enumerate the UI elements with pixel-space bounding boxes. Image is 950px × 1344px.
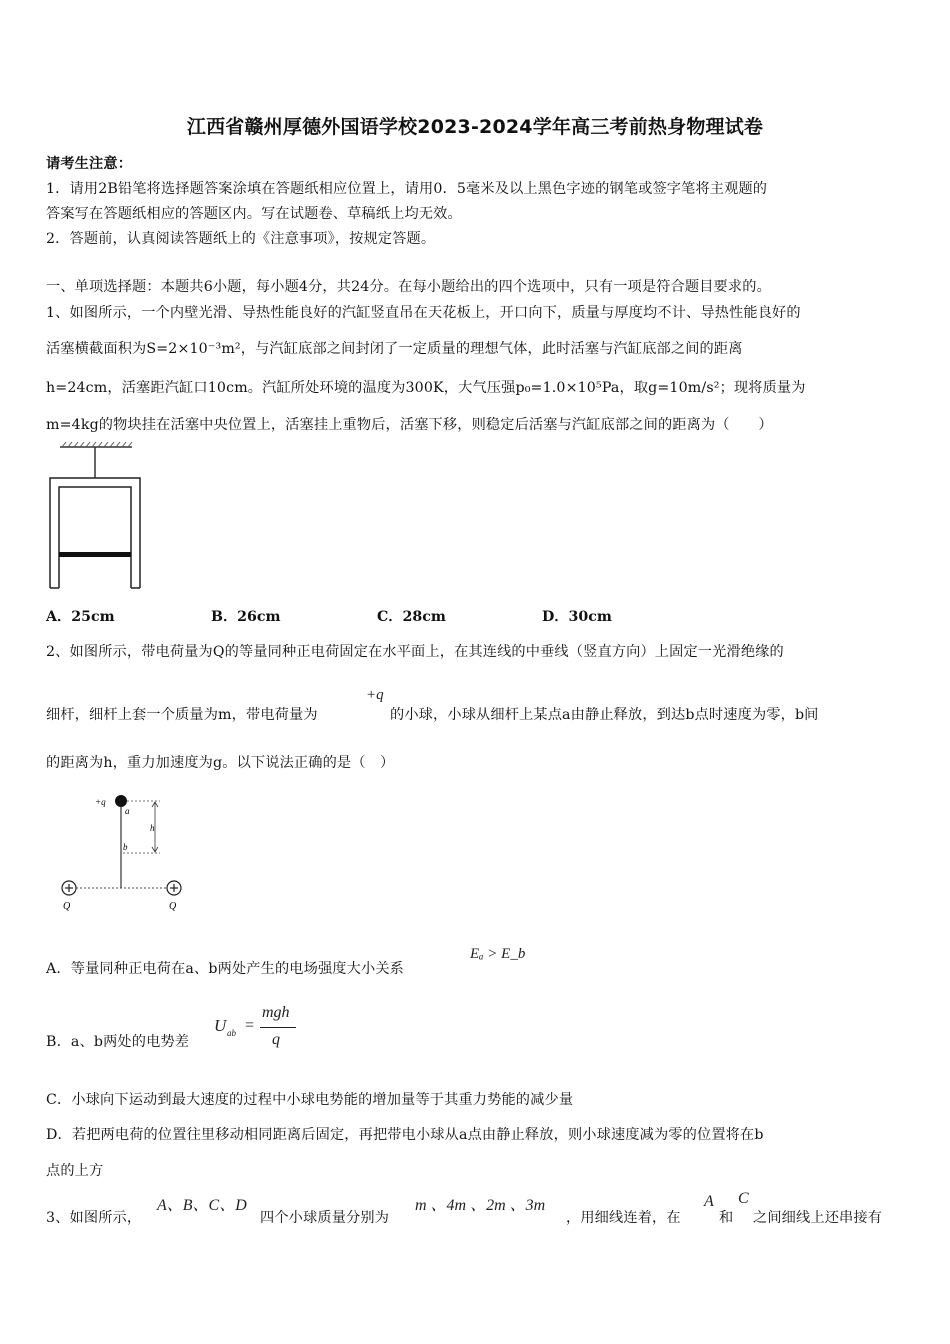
notice-item-2: 2．答题前，认真阅读答题纸上的《注意事项》，按规定答题。 <box>46 231 436 247</box>
q1-option-d[interactable]: D．30cm <box>542 609 612 625</box>
q1-line-3: h=24cm，活塞距汽缸口10cm。汽缸所处环境的温度为300K，大气压强p₀=1.0×10⁵Pa，取g=10m/s²；现将质量为 <box>46 380 806 396</box>
q2-option-b-denominator: q <box>272 1031 280 1048</box>
q2-option-b[interactable]: B．a、b两处的电势差 <box>46 1034 190 1050</box>
cylinder-figure <box>44 440 154 592</box>
fig-charge-top-label: +q <box>95 797 106 807</box>
q2-plus-q: +q <box>366 687 384 703</box>
q2-line-3: 的距离为h，重力加速度为g。以下说法正确的是（ ） <box>46 755 395 771</box>
notice-heading: 请考生注意： <box>46 156 133 172</box>
q3-ball-labels: A、B、C、D <box>157 1197 247 1214</box>
q3-mid-text: 四个小球质量分别为 <box>260 1210 390 1226</box>
q2-option-b-u: U <box>214 1016 227 1035</box>
q2-option-c[interactable]: C．小球向下运动到最大速度的过程中小球电势能的增加量等于其重力势能的减少量 <box>46 1092 574 1108</box>
notice-item-1-line-2: 答案写在答题纸相应的答题区内。写在试题卷、草稿纸上均无效。 <box>46 206 462 222</box>
q1-option-c[interactable]: C．28cm <box>377 609 446 625</box>
q1-option-a[interactable]: A．25cm <box>46 609 115 625</box>
fig-label-h: h <box>150 823 155 833</box>
section-1-heading: 一、单项选择题：本题共6小题，每小题4分，共24分。在每小题给出的四个选项中，只有一项是符合题目要求的。 <box>46 279 771 295</box>
q2-line-2b: 的小球，小球从细杆上某点a由静止释放，到达b点时速度为零，b间 <box>390 707 819 723</box>
q3-label-a: A <box>704 1193 714 1210</box>
q3-masses: m 、4m 、2m 、3m <box>415 1197 546 1214</box>
fig-label-a: a <box>125 806 130 816</box>
q2-option-b-numerator: mgh <box>262 1004 290 1021</box>
q3-prefix: 3、如图所示， <box>46 1210 142 1226</box>
q2-line-2a: 细杆，细杆上套一个质量为m，带电荷量为 <box>46 707 318 723</box>
q3-and: 和 <box>719 1210 734 1226</box>
fig-label-q-right: Q <box>169 901 177 912</box>
q2-option-a-formula: Eₐ > E_b <box>470 946 526 962</box>
fig-label-b: b <box>123 842 128 852</box>
q1-line-1: 1、如图所示，一个内壁光滑、导热性能良好的汽缸竖直吊在天花板上，开口向下，质量与厚度均不计、导热性能良好的 <box>46 305 801 321</box>
q2-line-1: 2、如图所示，带电荷量为Q的等量同种正电荷固定在水平面上，在其连线的中垂线（竖直方向）上固定一光滑绝缘的 <box>46 644 784 660</box>
q2-option-b-sub: ab <box>227 1028 236 1038</box>
q1-option-b[interactable]: B．26cm <box>211 609 281 625</box>
notice-item-1-line-1: 1．请用2B铅笔将选择题答案涂填在答题纸相应位置上，请用0．5毫米及以上黑色字迹的钢笔或签字笔将主观题的 <box>46 181 768 197</box>
q2-option-d-line-1[interactable]: D．若把两电荷的位置往里移动相同距离后固定，再把带电小球从a点由静止释放，则小球速度减为零的位置将在b <box>46 1127 764 1143</box>
page-title: 江西省赣州厚德外国语学校2023-2024学年高三考前热身物理试卷 <box>186 116 764 138</box>
charges-figure <box>44 790 194 915</box>
q1-line-4: m=4kg的物块挂在活塞中央位置上，活塞挂上重物后，活塞下移，则稳定后活塞与汽缸底部之间的距离为（ ） <box>46 417 773 433</box>
q1-line-2: 活塞横截面积为S=2×10⁻³m²，与汽缸底部之间封闭了一定质量的理想气体，此时活塞与汽缸底部之间的距离 <box>46 341 743 357</box>
q3-tail: 之间细线上还串接有 <box>753 1210 883 1226</box>
q3-label-c: C <box>738 1190 749 1207</box>
q2-option-d-line-2: 点的上方 <box>46 1163 104 1179</box>
q2-option-b-fraction-bar <box>260 1027 296 1028</box>
q2-option-b-equals: = <box>245 1017 255 1034</box>
q2-option-a[interactable]: A．等量同种正电荷在a、b两处产生的电场强度大小关系 <box>46 961 405 977</box>
q3-text-2: ，用细线连着，在 <box>566 1210 681 1226</box>
fig-label-q-left: Q <box>63 901 71 912</box>
